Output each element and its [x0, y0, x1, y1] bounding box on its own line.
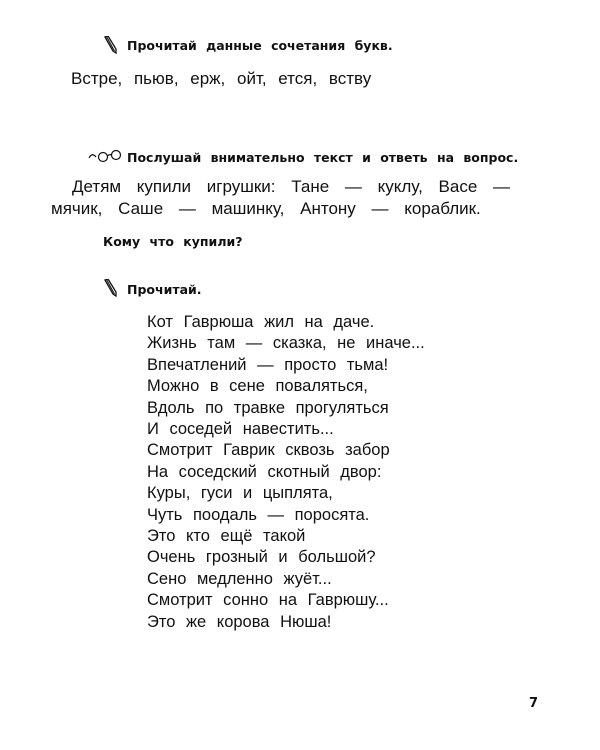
glasses-icon	[88, 149, 124, 163]
question: Кому что купили?	[103, 234, 243, 249]
pencil-icon	[104, 279, 118, 297]
poem-line: Сено медленно жуёт...	[147, 569, 332, 588]
page-number: 7	[529, 696, 539, 711]
poem-line: Это кто ещё такой	[147, 527, 306, 546]
section3-title: Прочитай.	[127, 282, 202, 297]
letter-combinations: Встре, пьюв, ерж, ойт, ется, вству	[71, 69, 372, 88]
poem-line: Жизнь там — сказка, не иначе...	[147, 334, 425, 353]
poem-line: Это же корова Нюша!	[147, 612, 332, 631]
section1-title: Прочитай данные сочетания букв.	[127, 38, 393, 53]
story-line-1: Детям купили игрушки: Тане — куклу, Васе —	[72, 177, 511, 196]
poem-line: Можно в сене поваляться,	[147, 377, 368, 396]
story-line-2: мячик, Саше — машинку, Антону — кораблик.	[51, 199, 481, 218]
poem-line: Смотрит Гаврик сквозь забор	[147, 441, 390, 460]
pencil-icon	[104, 36, 118, 54]
poem-line: Куры, гуси и цыплята,	[147, 484, 333, 503]
poem-line: Смотрит сонно на Гаврюшу...	[147, 591, 389, 610]
poem-line: Чуть поодаль — поросята.	[147, 505, 370, 524]
poem-line: Очень грозный и большой?	[147, 548, 376, 567]
poem-line: Вдоль по травке прогуляться	[147, 398, 389, 417]
poem-line: Впечатлений — просто тьма!	[147, 355, 389, 374]
poem-line: И соседей навестить...	[147, 420, 334, 439]
poem	[147, 312, 425, 633]
poem-line: Кот Гаврюша жил на даче.	[147, 313, 375, 331]
poem-line: На соседский скотный двор:	[147, 462, 382, 481]
section2-title: Послушай внимательно текст и ответь на вопрос.	[127, 150, 519, 165]
